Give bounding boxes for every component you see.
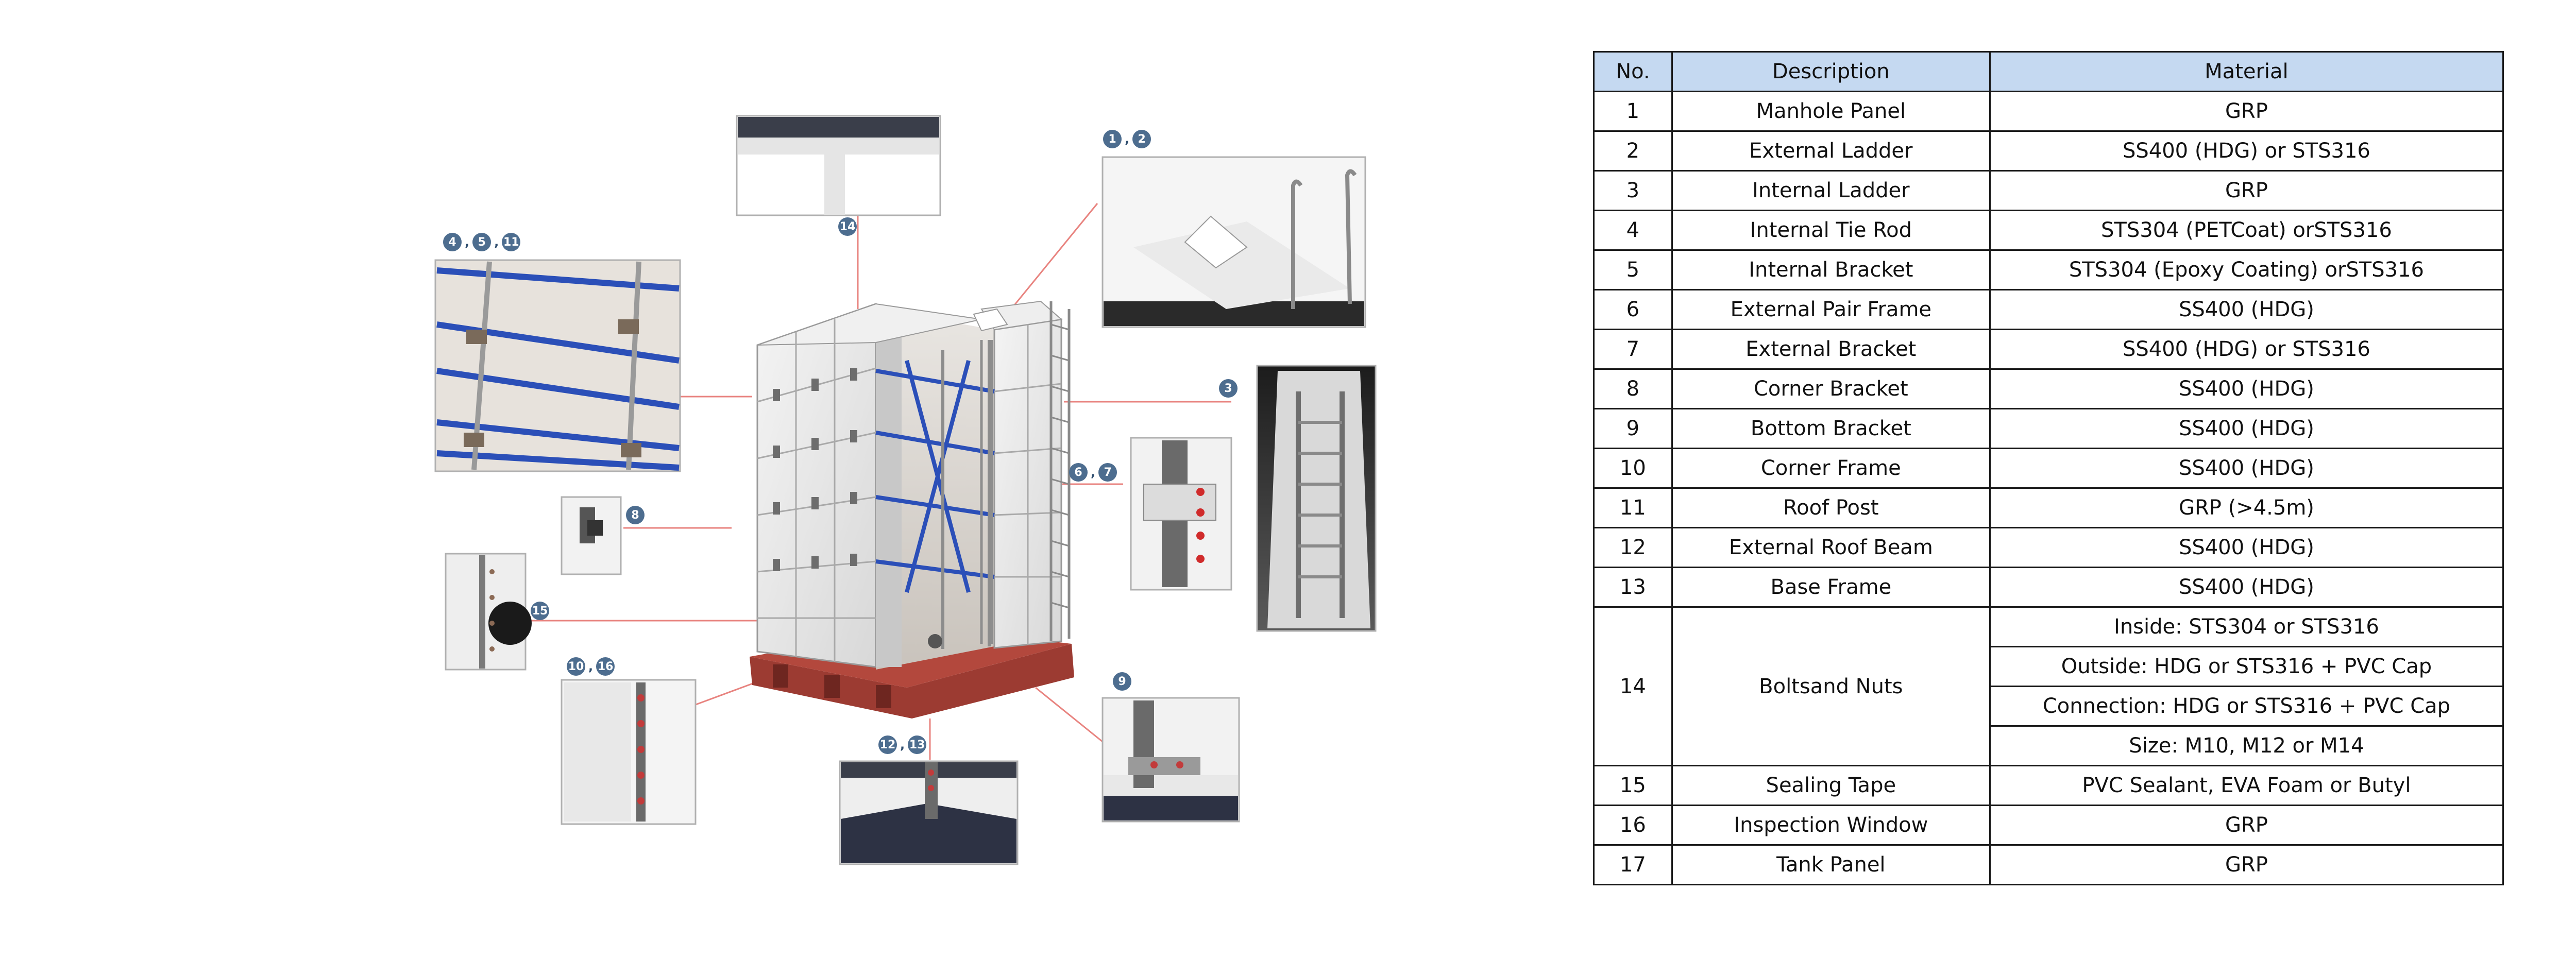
detail-corner-frame [562, 680, 696, 824]
cell-no: 17 [1594, 845, 1672, 885]
cell-material: STS304 (Epoxy Coating) orSTS316 [1990, 250, 2503, 290]
table-row [1594, 607, 2503, 647]
callout-number: 7 [1098, 463, 1117, 482]
callout-number: 11 [502, 233, 520, 251]
cell-no: 16 [1594, 806, 1672, 845]
cell-no: 10 [1594, 449, 1672, 488]
table-row [1594, 92, 2503, 131]
cell-description: External Pair Frame [1672, 290, 1990, 330]
cell-material: Inside: STS304 or STS316 [1990, 607, 2503, 647]
cell-no: 2 [1594, 131, 1672, 171]
cell-material: Connection: HDG or STS316 + PVC Cap [1990, 687, 2503, 726]
table-row [1594, 488, 2503, 528]
callout-number: 4 [443, 233, 462, 251]
cell-description: Sealing Tape [1672, 766, 1990, 806]
detail-external-bracket [1131, 438, 1231, 590]
callout-badge-4-5-11: 4 , 5 , 11 [443, 233, 520, 251]
table-row [1594, 290, 2503, 330]
cell-description: Base Frame [1672, 568, 1990, 607]
table-row [1594, 845, 2503, 885]
cell-material: GRP [1990, 92, 2503, 131]
callout-badge-14 [838, 217, 857, 236]
table-row [1594, 568, 2503, 607]
detail-bottom-bracket [1103, 698, 1239, 822]
cell-description: Roof Post [1672, 488, 1990, 528]
callout-badge-9 [1113, 672, 1131, 691]
cell-no: 12 [1594, 528, 1672, 568]
cell-description: External Roof Beam [1672, 528, 1990, 568]
cell-description: Inspection Window [1672, 806, 1990, 845]
callout-number: 16 [596, 657, 615, 676]
callout-number: 3 [1219, 379, 1238, 398]
cell-description: External Ladder [1672, 131, 1990, 171]
cell-no: 7 [1594, 330, 1672, 369]
table-row [1594, 171, 2503, 211]
cell-material: GRP [1990, 806, 2503, 845]
cell-no: 4 [1594, 211, 1672, 250]
header-no: No. [1594, 52, 1672, 92]
cell-no: 3 [1594, 171, 1672, 211]
cell-material: PVC Sealant, EVA Foam or Butyl [1990, 766, 2503, 806]
callout-badge-3 [1219, 379, 1238, 398]
callout-number: 1 [1103, 130, 1122, 148]
cell-description: External Bracket [1672, 330, 1990, 369]
header-description: Description [1672, 52, 1990, 92]
cell-no: 1 [1594, 92, 1672, 131]
detail-sealing-tape [446, 554, 532, 670]
table-row [1594, 211, 2503, 250]
callout-number: 6 [1069, 463, 1088, 482]
table-row [1594, 250, 2503, 290]
cell-description: Corner Frame [1672, 449, 1990, 488]
cell-description: Tank Panel [1672, 845, 1990, 885]
callout-number: 13 [908, 735, 926, 754]
table-row [1594, 369, 2503, 409]
cell-description: Bottom Bracket [1672, 409, 1990, 449]
cell-no: 8 [1594, 369, 1672, 409]
table-body [1594, 92, 2503, 885]
callout-number: 2 [1132, 130, 1151, 148]
cell-material: SS400 (HDG) [1990, 528, 2503, 568]
table-row [1594, 528, 2503, 568]
table-row [1594, 766, 2503, 806]
spec-table [1593, 51, 2504, 885]
callout-badge-8 [626, 506, 645, 524]
cell-description: Internal Ladder [1672, 171, 1990, 211]
cell-material: SS400 (HDG) [1990, 290, 2503, 330]
cell-material: STS304 (PETCoat) orSTS316 [1990, 211, 2503, 250]
detail-tie-rods [435, 260, 680, 471]
cell-material: SS400 (HDG) [1990, 409, 2503, 449]
table-header-row [1594, 52, 2503, 92]
callout-number: 14 [838, 217, 857, 236]
callout-badge-1-2: 1 , 2 [1103, 130, 1151, 148]
detail-manhole [1103, 157, 1365, 327]
table-row [1594, 131, 2503, 171]
cell-material: Outside: HDG or STS316 + PVC Cap [1990, 647, 2503, 687]
detail-roof-corner [737, 116, 940, 215]
callout-number: 10 [567, 657, 585, 676]
callout-number: 9 [1113, 672, 1131, 691]
detail-corner-bracket [562, 497, 621, 574]
cell-material: SS400 (HDG) [1990, 369, 2503, 409]
cell-description: Manhole Panel [1672, 92, 1990, 131]
table-row [1594, 330, 2503, 369]
header-material: Material [1990, 52, 2503, 92]
callout-badge-15 [531, 602, 549, 620]
table-row [1594, 806, 2503, 845]
cell-description: Internal Tie Rod [1672, 211, 1990, 250]
cell-material: SS400 (HDG) [1990, 568, 2503, 607]
callout-number: 12 [878, 735, 897, 754]
cell-no: 6 [1594, 290, 1672, 330]
cell-no: 11 [1594, 488, 1672, 528]
cell-description: Boltsand Nuts [1672, 607, 1990, 766]
table-row [1594, 449, 2503, 488]
cell-no: 13 [1594, 568, 1672, 607]
callout-number: 15 [531, 602, 549, 620]
cell-description: Corner Bracket [1672, 369, 1990, 409]
cell-no: 14 [1594, 607, 1672, 766]
tank-body [750, 301, 1074, 718]
cell-no: 5 [1594, 250, 1672, 290]
cell-material: GRP [1990, 171, 2503, 211]
cell-material: SS400 (HDG) or STS316 [1990, 131, 2503, 171]
callout-number: 8 [626, 506, 645, 524]
cell-description: Internal Bracket [1672, 250, 1990, 290]
callout-badge-12-13: 12 , 13 [878, 735, 926, 754]
detail-internal-ladder [1257, 366, 1376, 631]
cell-material: SS400 (HDG) or STS316 [1990, 330, 2503, 369]
cell-material: GRP [1990, 845, 2503, 885]
cell-material: SS400 (HDG) [1990, 449, 2503, 488]
table-row [1594, 409, 2503, 449]
callout-badge-10-16: 10 , 16 [567, 657, 615, 676]
detail-base-frame [840, 761, 1018, 864]
callout-badge-6-7: 6 , 7 [1069, 463, 1117, 482]
callout-number: 5 [472, 233, 491, 251]
cell-material: Size: M10, M12 or M14 [1990, 726, 2503, 766]
cell-no: 15 [1594, 766, 1672, 806]
cell-material: GRP (>4.5m) [1990, 488, 2503, 528]
cell-no: 9 [1594, 409, 1672, 449]
